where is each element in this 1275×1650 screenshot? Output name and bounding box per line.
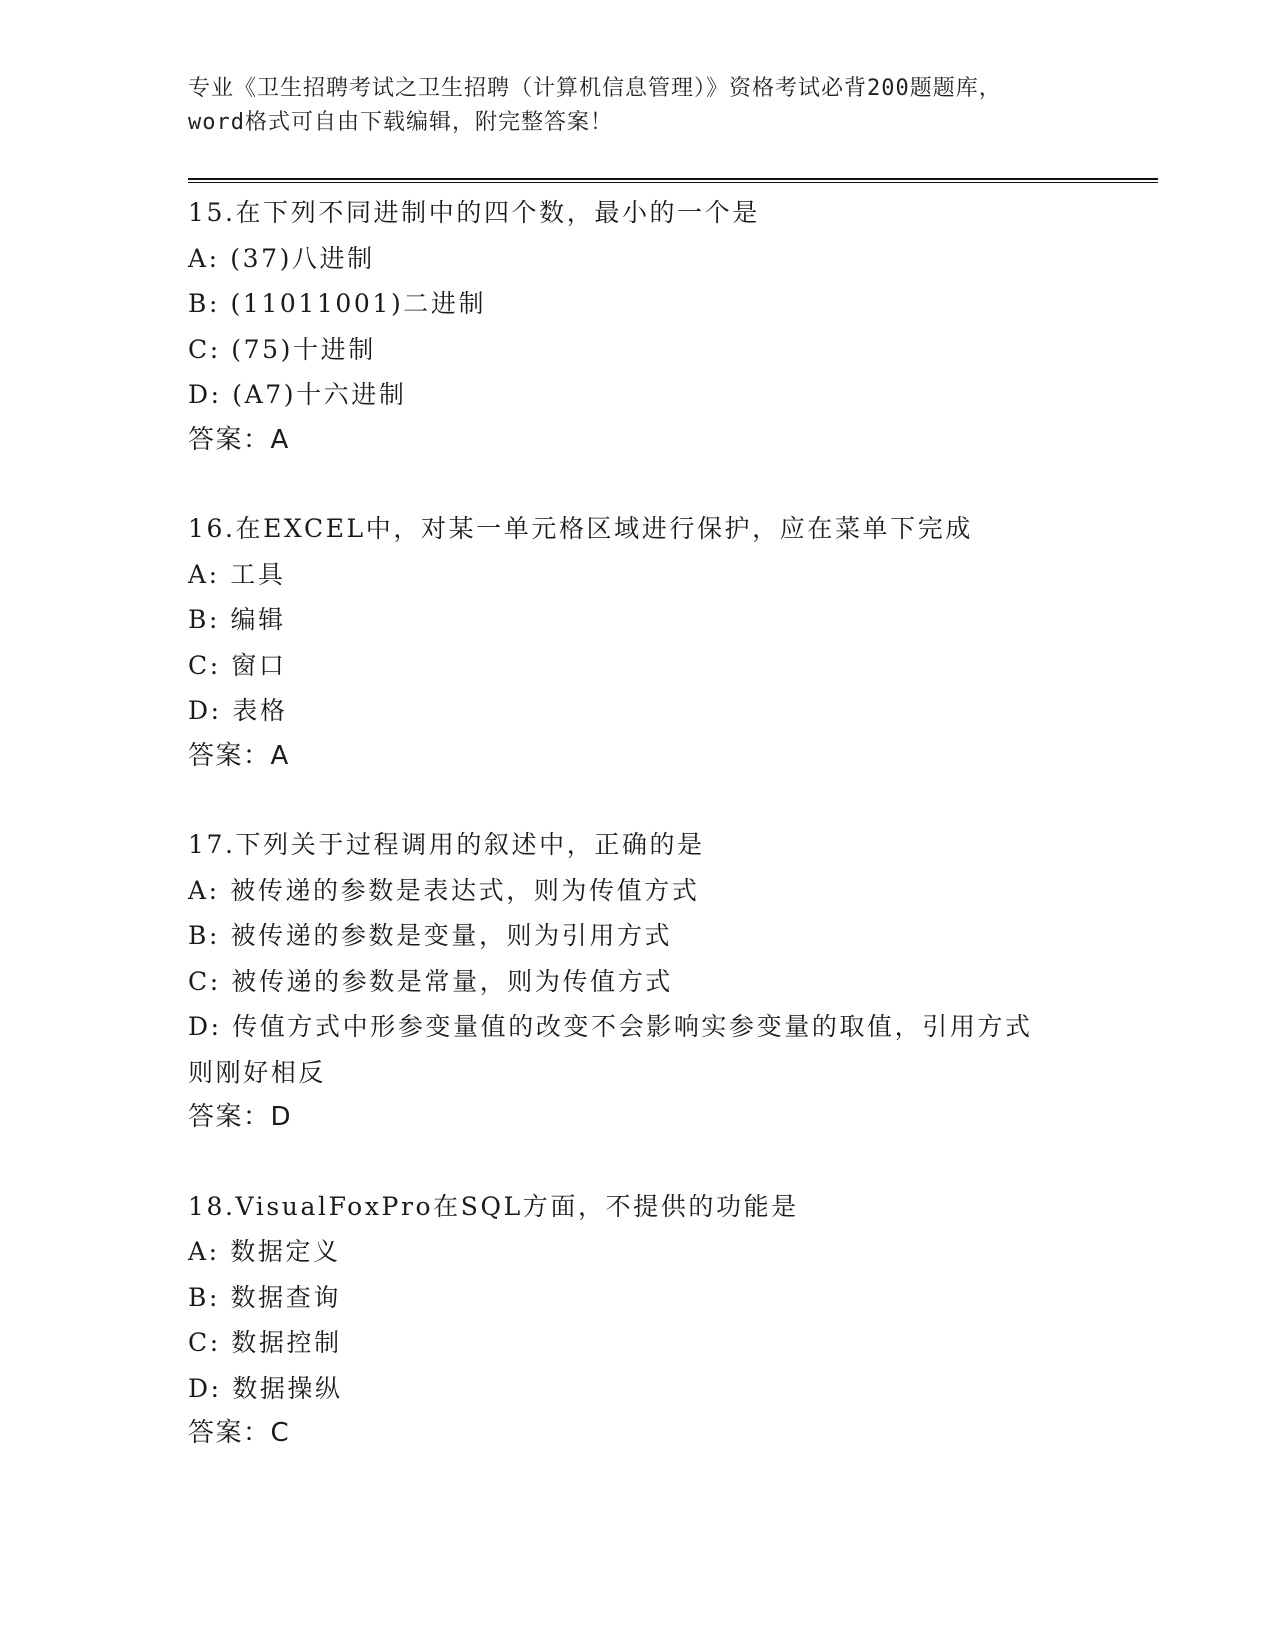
question-16 [188, 506, 1148, 779]
option-a: A: 工具 [188, 559, 286, 589]
question-17 [188, 822, 1148, 1141]
question-text: 16.在EXCEL中，对某一单元格区域进行保护，应在菜单下完成 [188, 514, 973, 543]
option-b: B: 数据查询 [188, 1282, 341, 1312]
question-text: 15.在下列不同进制中的四个数，最小的一个是 [188, 198, 760, 227]
option-d: D: 表格 [188, 696, 288, 725]
option-d: D: 数据操纵 [188, 1373, 343, 1403]
header-divider [188, 178, 1158, 183]
answer-label: 答案：C [188, 1418, 291, 1448]
option-b: B: 编辑 [188, 605, 286, 634]
option-b: B: (11011001)二进制 [188, 289, 487, 318]
question-18 [188, 1184, 1148, 1457]
question-list [188, 190, 1148, 1500]
option-d-continuation: 则刚好相反 [188, 1057, 327, 1087]
question-text: 18.VisualFoxPro在SQL方面，不提供的功能是 [188, 1191, 799, 1221]
option-c: C: 数据控制 [188, 1328, 342, 1357]
answer-label: 答案：A [188, 424, 290, 455]
option-d: D: (A7)十六进制 [188, 380, 407, 409]
question-15 [188, 190, 1148, 463]
answer-label: 答案：D [188, 1102, 293, 1132]
question-text: 17.下列关于过程调用的叙述中，正确的是 [188, 830, 705, 859]
option-a: A: 数据定义 [188, 1237, 341, 1266]
option-a: A: (37)八进制 [188, 243, 375, 273]
document-header [188, 72, 1088, 140]
header-line-1: 专业《卫生招聘考试之卫生招聘（计算机信息管理）》资格考试必背200题题库， [188, 76, 1002, 101]
option-b: B: 被传递的参数是变量，则为引用方式 [188, 921, 673, 950]
option-c: C: 被传递的参数是常量，则为传值方式 [188, 966, 673, 996]
option-d: D: 传值方式中形参变量值的改变不会影响实参变量的取值，引用方式 [188, 1012, 1033, 1041]
option-c: C: 窗口 [188, 650, 287, 680]
header-line-2: word格式可自由下载编辑，附完整答案！ [188, 110, 613, 135]
answer-label: 答案：A [188, 740, 290, 771]
option-a: A: 被传递的参数是表达式，则为传值方式 [188, 875, 700, 905]
option-c: C: (75)十进制 [188, 334, 376, 364]
